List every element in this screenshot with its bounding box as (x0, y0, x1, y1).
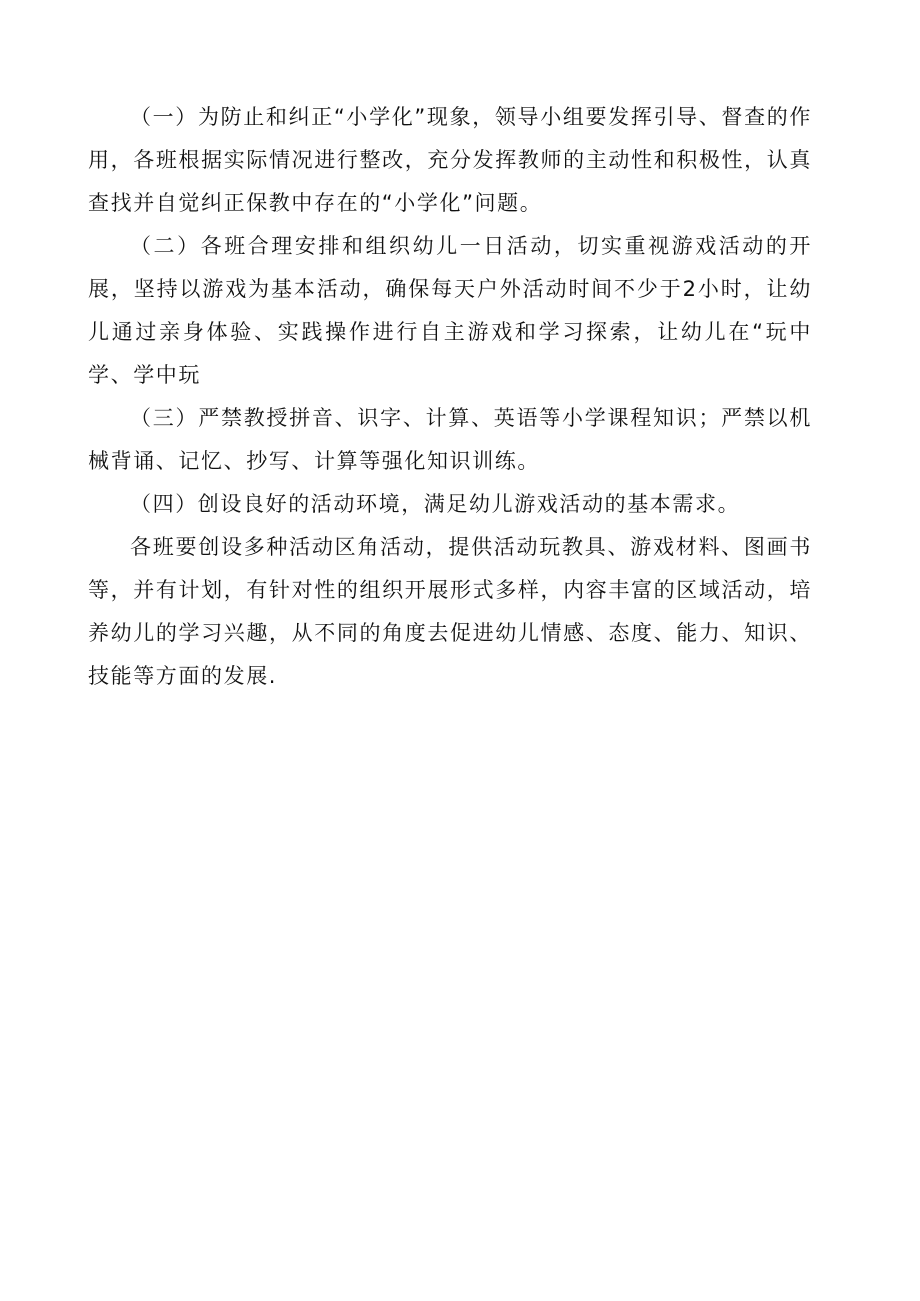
paragraph-3: （三）严禁教授拼音、识字、计算、英语等小学课程知识；严禁以机械背诵、记忆、抄写、计算等强化知识训练。 (88, 406, 812, 473)
paragraph-2: （二）各班合理安排和组织幼儿一日活动，切实重视游戏活动的开展，坚持以游戏为基本活动，确保每天户外活动时间不少于2小时，让幼儿通过亲身体验、实践操作进行自主游戏和学习探索，让幼儿在“玩中学、学中玩 (88, 234, 812, 387)
paragraph-1: （一）为防止和纠正“小学化”现象，领导小组要发挥引导、督查的作用，各班根据实际情况进行整改，充分发挥教师的主动性和积极性，认真查找并自觉纠正保教中存在的“小学化”问题。 (88, 105, 812, 215)
document-body (88, 96, 812, 698)
paragraph-4: （四）创设良好的活动环境，满足幼儿游戏活动的基本需求。 (130, 492, 741, 516)
paragraph-5: 各班要创设多种活动区角活动，提供活动玩教具、游戏材料、图画书等，并有计划，有针对性的组织开展形式多样，内容丰富的区域活动，培养幼儿的学习兴趣，从不同的角度去促进幼儿情感、态度、能力、知识、技能等方面的发展. (88, 535, 812, 688)
